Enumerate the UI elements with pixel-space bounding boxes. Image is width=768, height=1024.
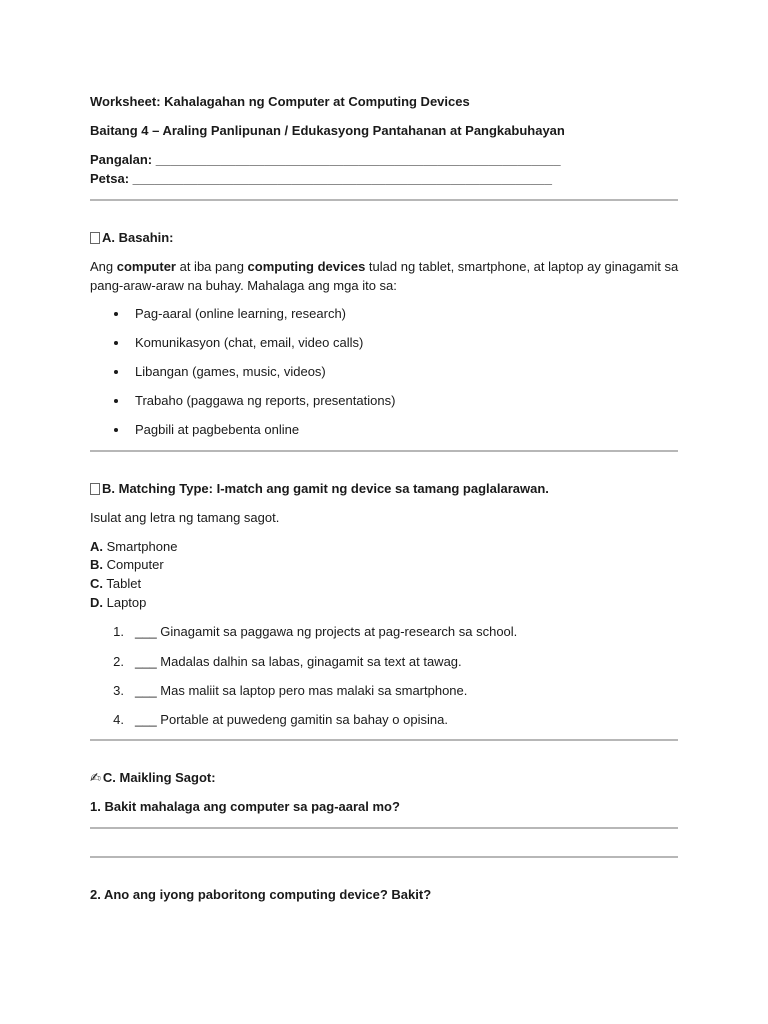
- list-item: ___ Madalas dalhin sa labas, ginagamit sa text at tawag.: [135, 654, 462, 669]
- section-a-paragraph-line1: Ang computer at iba pang computing devices tulad ng tablet, smartphone, at laptop ay ginagamit sa: [90, 259, 679, 274]
- answer-line: [90, 856, 678, 858]
- section-a-paragraph-line2: pang-araw-araw na buhay. Mahalaga ang mga ito sa:: [90, 278, 397, 293]
- item-number: 3.: [113, 683, 124, 698]
- name-field: [90, 152, 561, 168]
- date-label: Petsa:: [90, 171, 130, 186]
- name-blank: ________________________________________________________: [155, 152, 561, 167]
- bullet-icon: [114, 370, 118, 374]
- list-item: Pag-aaral (online learning, research): [135, 306, 347, 321]
- list-item: Komunikasyon (chat, email, video calls): [135, 335, 364, 350]
- missing-glyph-icon: [90, 483, 100, 495]
- section-b-instruction: Isulat ang letra ng tamang sagot.: [90, 510, 280, 525]
- option-d: D. Laptop: [90, 595, 147, 610]
- question-1: 1. Bakit mahalaga ang computer sa pag-aaral mo?: [90, 799, 400, 814]
- option-a: A. Smartphone: [90, 539, 178, 554]
- section-c-heading: ✍ C. Maikling Sagot:: [90, 770, 216, 785]
- divider: [90, 450, 678, 452]
- list-item: Trabaho (paggawa ng reports, presentations): [135, 393, 396, 408]
- date-field: [90, 171, 552, 187]
- missing-glyph-icon: [90, 232, 100, 244]
- grade-line: Baitang 4 – Araling Panlipunan / Edukasyong Pantahanan at Pangkabuhayan: [90, 123, 565, 138]
- divider: [90, 739, 678, 741]
- list-item: Libangan (games, music, videos): [135, 364, 326, 379]
- worksheet-title: Worksheet: Kahalagahan ng Computer at Computing Devices: [90, 94, 470, 109]
- list-item: ___ Mas maliit sa laptop pero mas malaki sa smartphone.: [135, 683, 468, 698]
- list-item: Pagbili at pagbebenta online: [135, 422, 300, 437]
- writing-hand-icon: ✍: [90, 770, 101, 785]
- section-b-heading: B. Matching Type: I-match ang gamit ng device sa tamang paglalarawan.: [90, 481, 549, 497]
- answer-line: [90, 827, 678, 829]
- option-b: B. Computer: [90, 557, 164, 572]
- item-number: 2.: [113, 654, 124, 669]
- list-item: ___ Portable at puwedeng gamitin sa bahay o opisina.: [135, 712, 448, 727]
- item-number: 4.: [113, 712, 124, 727]
- bullet-icon: [114, 399, 118, 403]
- divider: [90, 199, 678, 201]
- bullet-icon: [114, 341, 118, 345]
- bullet-icon: [114, 312, 118, 316]
- list-item: ___ Ginagamit sa paggawa ng projects at pag-research sa school.: [135, 624, 518, 639]
- section-a-heading: A. Basahin:: [90, 230, 174, 246]
- question-2: 2. Ano ang iyong paboritong computing device? Bakit?: [90, 887, 432, 902]
- name-label: Pangalan:: [90, 152, 153, 167]
- date-blank: __________________________________________________________: [132, 171, 552, 186]
- bullet-icon: [114, 428, 118, 432]
- item-number: 1.: [113, 624, 124, 639]
- option-c: C. Tablet: [90, 576, 142, 591]
